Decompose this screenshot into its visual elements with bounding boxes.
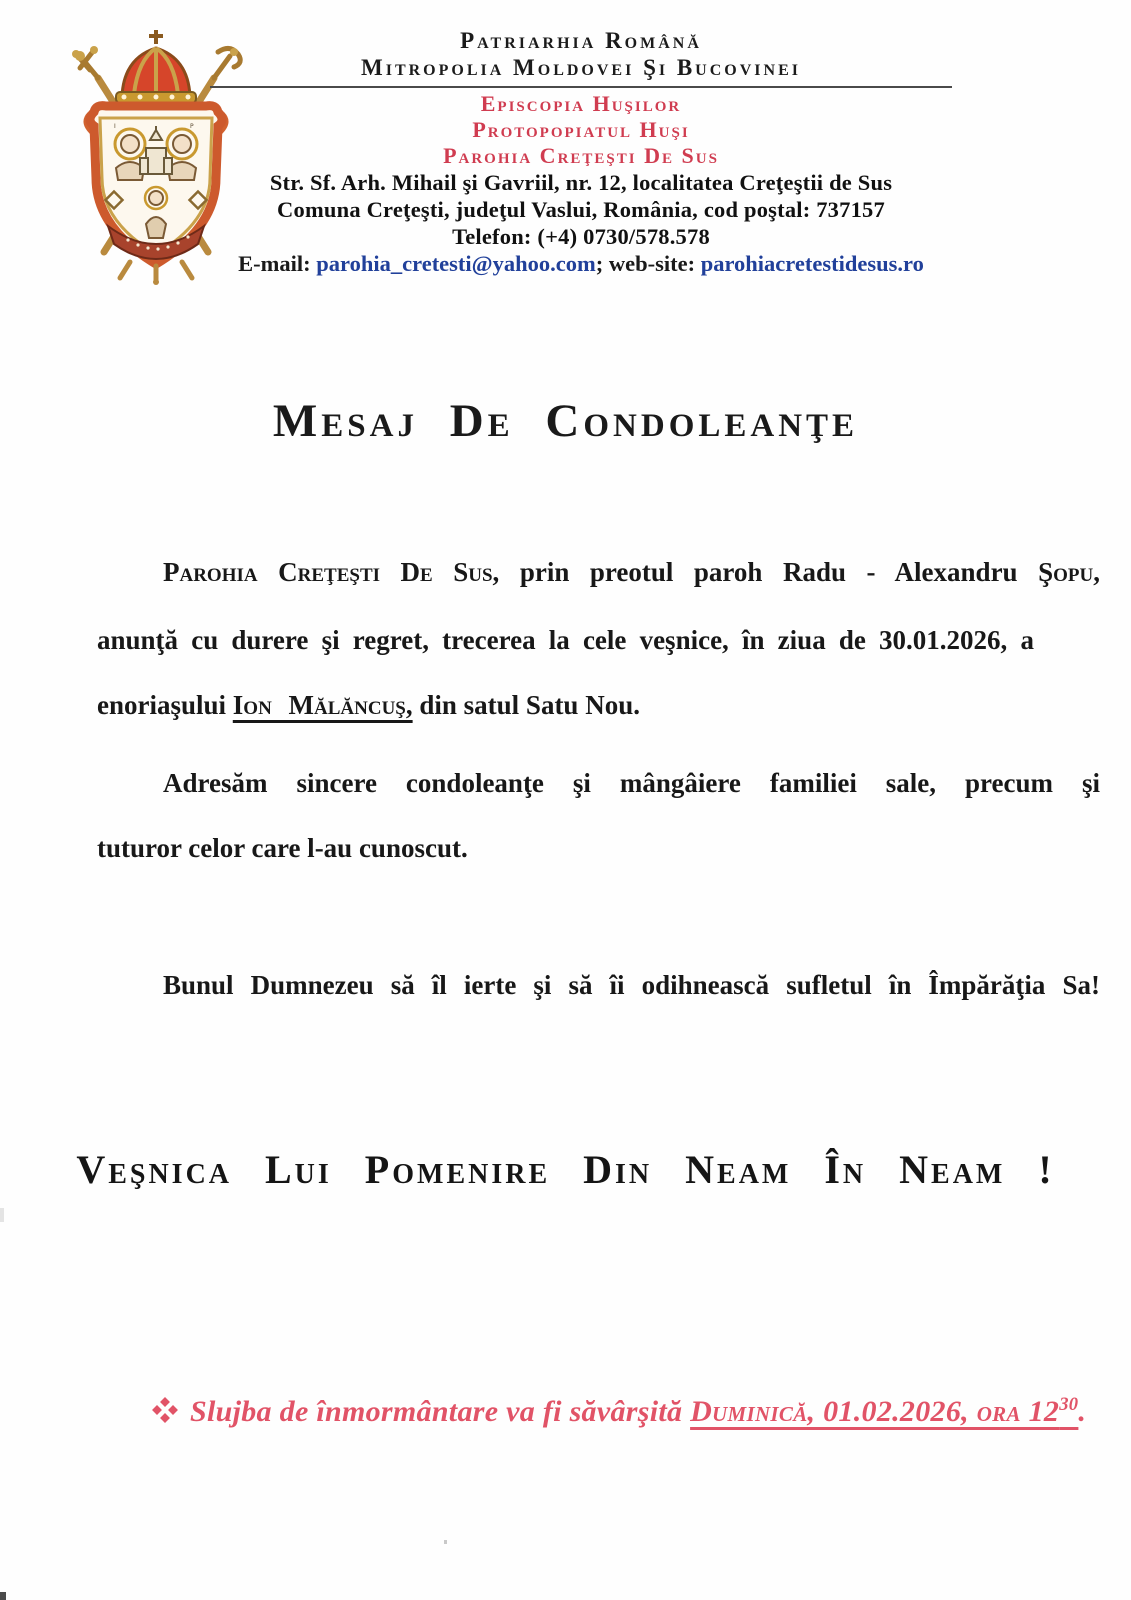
- paragraph-1-line-2: anunţă cu durere şi regret, trecerea la cele veşnice, în ziua de 30.01.2026, a: [97, 625, 1034, 655]
- service-note-text: Slujba de înmormântare va fi săvârşită: [190, 1395, 691, 1428]
- svg-text:I: I: [114, 123, 116, 130]
- priest-surname-text: Şopu: [1038, 557, 1094, 587]
- service-date-text: Duminică, 01.02.2026, ora 12: [690, 1395, 1060, 1428]
- email-separator: ;: [595, 251, 609, 276]
- phone-line: Telefon: (+4) 0730/578.578: [452, 224, 710, 249]
- contact-line: [210, 250, 952, 278]
- letterhead-divider: [210, 86, 952, 88]
- parish-name-text: Parohia Creţeşti De Sus: [163, 557, 493, 587]
- paragraph-2-line-1: Adresăm sincere condoleanţe şi mângâiere familiei sale, precum şi: [163, 768, 1100, 798]
- paragraph-text: din satul Satu Nou.: [412, 690, 640, 720]
- parish-line: Parohia Creţeşti De Sus: [443, 143, 719, 168]
- paragraph-3: Bunul Dumnezeu să îl ierte şi să îi odihnească sufletul în Împărăţia Sa!: [163, 970, 1100, 1000]
- website-label: web-site:: [608, 251, 701, 276]
- svg-text:P: P: [190, 123, 194, 130]
- commune-address: Comuna Creţeşti, judeţul Vaslui, România, cod poştal: 737157: [277, 197, 885, 222]
- service-note-period: .: [1078, 1395, 1087, 1428]
- deanery-line: Protopopiatul Huşi: [472, 117, 690, 142]
- paragraph-text: enoriaşului: [97, 690, 233, 720]
- paragraph-text: ,: [1093, 557, 1100, 587]
- service-time-superscript: 30: [1059, 1394, 1079, 1415]
- street-address: Str. Sf. Arh. Mihail şi Gavriil, nr. 12, localitatea Creţeştii de Sus: [269, 170, 893, 195]
- paragraph-2-line-2: tuturor celor care l-au cunoscut.: [97, 833, 468, 863]
- patriarchy-line: Patriarhia Română: [460, 28, 702, 53]
- quad-diamond-ornament-icon: [152, 1397, 178, 1423]
- deceased-name-text: Ion Mălăncuş,: [232, 690, 413, 720]
- paragraph-1-line-1: [97, 554, 1100, 590]
- memorial-heading: Veşnica Lui Pomenire Din Neam În Neam !: [76, 1147, 1055, 1192]
- paragraph-1-line-3: [97, 687, 1034, 723]
- paragraph-text: , prin preotul paroh Radu - Alexandru: [492, 557, 1039, 587]
- email-address: parohia_cretesti@yahoo.com: [316, 251, 596, 276]
- letterhead: [210, 27, 952, 278]
- funeral-service-note: [152, 1394, 1102, 1429]
- scan-artifact: [0, 1208, 4, 1222]
- metropolis-line: Mitropolia Moldovei Şi Bucovinei: [361, 55, 801, 80]
- scan-artifact: [0, 1592, 6, 1600]
- document-title: Mesaj De Condoleanţe: [272, 395, 859, 447]
- email-label: E-mail:: [238, 251, 317, 276]
- website-address: parohiacretestidesus.ro: [700, 251, 924, 276]
- diocese-line: Episcopia Huşilor: [480, 91, 682, 116]
- scan-artifact: [444, 1540, 447, 1544]
